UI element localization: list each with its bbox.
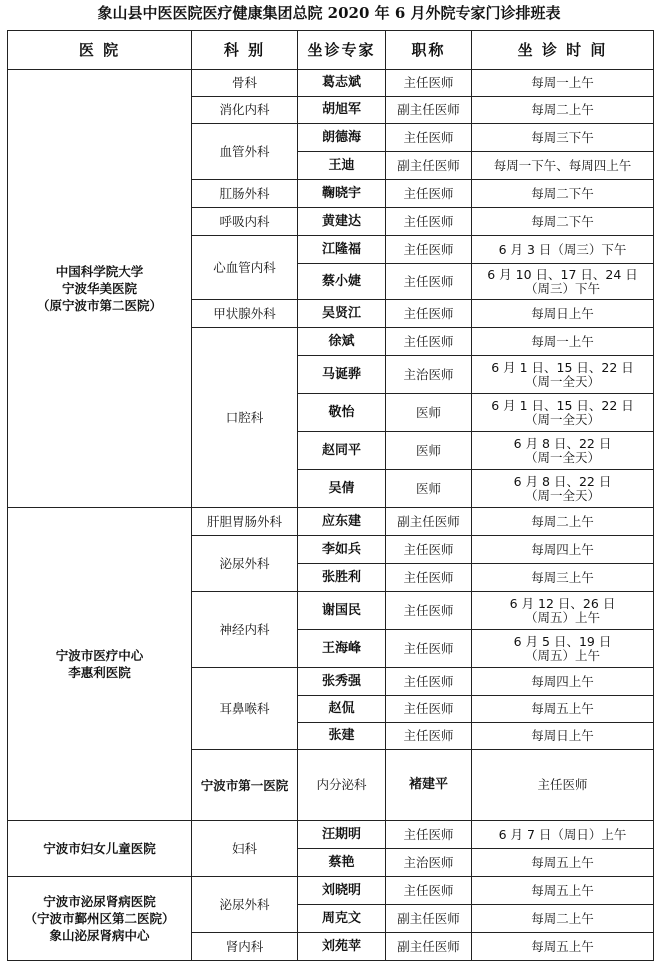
doctor-cell: 吴贤江 (298, 300, 386, 328)
time-cell: 6 月 10 日、17 日、24 日 （周三）下午 (472, 264, 654, 300)
dept-cell: 肝胆胃肠外科 (192, 508, 298, 536)
dept-cell: 心血管内科 (192, 236, 298, 300)
dept-cell: 肛肠外科 (192, 180, 298, 208)
time-cell: 每周二上午 (472, 905, 654, 933)
hospital-cell: 宁波市妇女儿童医院 (8, 821, 192, 877)
title-cell: 主任医师 (386, 877, 472, 905)
title-cell: 主任医师 (386, 236, 472, 264)
dept-cell: 血管外科 (192, 124, 298, 180)
doctor-cell: 鞠晓宇 (298, 180, 386, 208)
title-cell: 医师 (386, 470, 472, 508)
dept-cell: 呼吸内科 (192, 208, 298, 236)
title-cell: 主任医师 (386, 668, 472, 696)
doctor-cell: 刘苑苹 (298, 933, 386, 961)
time-cell: 每周三上午 (472, 564, 654, 592)
header-row (8, 31, 654, 70)
time-cell: 每周四上午 (472, 536, 654, 564)
doctor-cell: 蔡艳 (298, 849, 386, 877)
dept-cell: 泌尿外科 (192, 536, 298, 592)
time-cell: 每周五上午 (472, 696, 654, 723)
title-cell: 副主任医师 (386, 905, 472, 933)
title-cell: 主任医师 (386, 723, 472, 750)
dept-cell: 肾内科 (192, 933, 298, 961)
time-cell: 6 月 3 日（周三）下午 (472, 236, 654, 264)
doctor-cell: 张建 (298, 723, 386, 750)
title-cell: 主任医师 (386, 592, 472, 630)
dept-cell: 消化内科 (192, 97, 298, 124)
title-cell: 主任医师 (386, 328, 472, 356)
doctor-cell: 葛志斌 (298, 70, 386, 97)
title-cell: 医师 (386, 394, 472, 432)
doctor-cell: 王迪 (298, 152, 386, 180)
title-cell: 主任医师 (386, 696, 472, 723)
time-cell: 每周一上午 (472, 70, 654, 97)
table-row (8, 70, 654, 97)
doctor-cell: 张秀强 (298, 668, 386, 696)
page-title: 象山县中医医院医疗健康集团总院 2020 年 6 月外院专家门诊排班表 (97, 4, 561, 22)
time-cell: 每周五上午 (472, 933, 654, 961)
time-cell: 6 月 8 日、22 日 （周一全天） (472, 470, 654, 508)
doctor-cell: 吴倩 (298, 470, 386, 508)
doctor-cell: 周克文 (298, 905, 386, 933)
title-cell: 主任医师 (386, 630, 472, 668)
doctor-cell: 李如兵 (298, 536, 386, 564)
table-row (8, 508, 654, 536)
time-cell: 每周日上午 (472, 723, 654, 750)
time-cell: 每周日上午 (472, 300, 654, 328)
header-doctor: 坐诊专家 (298, 31, 386, 70)
doctor-cell: 马诞骅 (298, 356, 386, 394)
doctor-cell: 敬怡 (298, 394, 386, 432)
table-row (8, 877, 654, 905)
title-cell: 主任医师 (386, 208, 472, 236)
title-cell: 主治医师 (386, 849, 472, 877)
time-cell: 每周五上午 (472, 877, 654, 905)
time-cell: 每周一下午、每周四上午 (472, 152, 654, 180)
title-cell: 主任医师 (386, 124, 472, 152)
doctor-cell: 张胜利 (298, 564, 386, 592)
time-cell: 6 月 12 日、26 日 （周五）上午 (472, 592, 654, 630)
doctor-cell: 徐斌 (298, 328, 386, 356)
title-cell: 主任医师 (386, 300, 472, 328)
header-time: 坐 诊 时 间 (472, 31, 654, 70)
hospital-cell: 宁波市医疗中心 李惠利医院 (8, 508, 192, 821)
title-cell: 医师 (386, 432, 472, 470)
title-cell: 副主任医师 (386, 152, 472, 180)
title-cell: 主任医师 (386, 264, 472, 300)
doctor-cell: 褚建平 (386, 750, 472, 821)
time-cell: 每周五上午 (472, 849, 654, 877)
header-title: 职称 (386, 31, 472, 70)
doctor-cell: 胡旭军 (298, 97, 386, 124)
doctor-cell: 赵侃 (298, 696, 386, 723)
doctor-cell: 朗德海 (298, 124, 386, 152)
header-hospital: 医 院 (8, 31, 192, 70)
doctor-cell: 应东建 (298, 508, 386, 536)
header-dept: 科 别 (192, 31, 298, 70)
doctor-cell: 黄建达 (298, 208, 386, 236)
time-cell: 每周三下午 (472, 124, 654, 152)
time-cell: 每周二下午 (472, 180, 654, 208)
title-cell: 主任医师 (386, 180, 472, 208)
doctor-cell: 江隆福 (298, 236, 386, 264)
hospital-cell: 宁波市泌尿肾病医院 （宁波市鄞州区第二医院） 象山泌尿肾病中心 (8, 877, 192, 961)
doctor-cell: 王海峰 (298, 630, 386, 668)
doctor-cell: 谢国民 (298, 592, 386, 630)
time-cell: 每周一上午 (472, 328, 654, 356)
time-cell: 6 月 8 日、22 日 （周一全天） (472, 432, 654, 470)
dept-cell: 骨科 (192, 70, 298, 97)
title-cell: 副主任医师 (386, 933, 472, 961)
title-cell: 主任医师 (472, 750, 654, 821)
title-cell: 主任医师 (386, 564, 472, 592)
title-cell: 副主任医师 (386, 508, 472, 536)
time-cell: 每周二上午 (472, 508, 654, 536)
schedule-table (7, 30, 654, 961)
doctor-cell: 汪期明 (298, 821, 386, 849)
hospital-cell: 宁波市第一医院 (192, 750, 298, 821)
dept-cell: 神经内科 (192, 592, 298, 668)
hospital-cell: 中国科学院大学 宁波华美医院 （原宁波市第二医院） (8, 70, 192, 508)
dept-cell: 甲状腺外科 (192, 300, 298, 328)
title-cell: 主治医师 (386, 356, 472, 394)
title-cell: 主任医师 (386, 536, 472, 564)
dept-cell: 耳鼻喉科 (192, 668, 298, 750)
title-cell: 主任医师 (386, 821, 472, 849)
time-cell: 每周二上午 (472, 97, 654, 124)
title-cell: 主任医师 (386, 70, 472, 97)
dept-cell: 妇科 (192, 821, 298, 877)
time-cell: 6 月 1 日、15 日、22 日 （周一全天） (472, 356, 654, 394)
time-cell: 每周四上午 (472, 668, 654, 696)
doctor-cell: 赵同平 (298, 432, 386, 470)
dept-cell: 口腔科 (192, 328, 298, 508)
dept-cell: 泌尿外科 (192, 877, 298, 933)
table-row (8, 821, 654, 849)
doctor-cell: 刘晓明 (298, 877, 386, 905)
time-cell: 6 月 7 日（周日）上午 (472, 821, 654, 849)
dept-cell: 内分泌科 (298, 750, 386, 821)
time-cell: 6 月 1 日、15 日、22 日 （周一全天） (472, 394, 654, 432)
time-cell: 6 月 5 日、19 日 （周五）上午 (472, 630, 654, 668)
time-cell: 每周二下午 (472, 208, 654, 236)
doctor-cell: 蔡小婕 (298, 264, 386, 300)
title-cell: 副主任医师 (386, 97, 472, 124)
